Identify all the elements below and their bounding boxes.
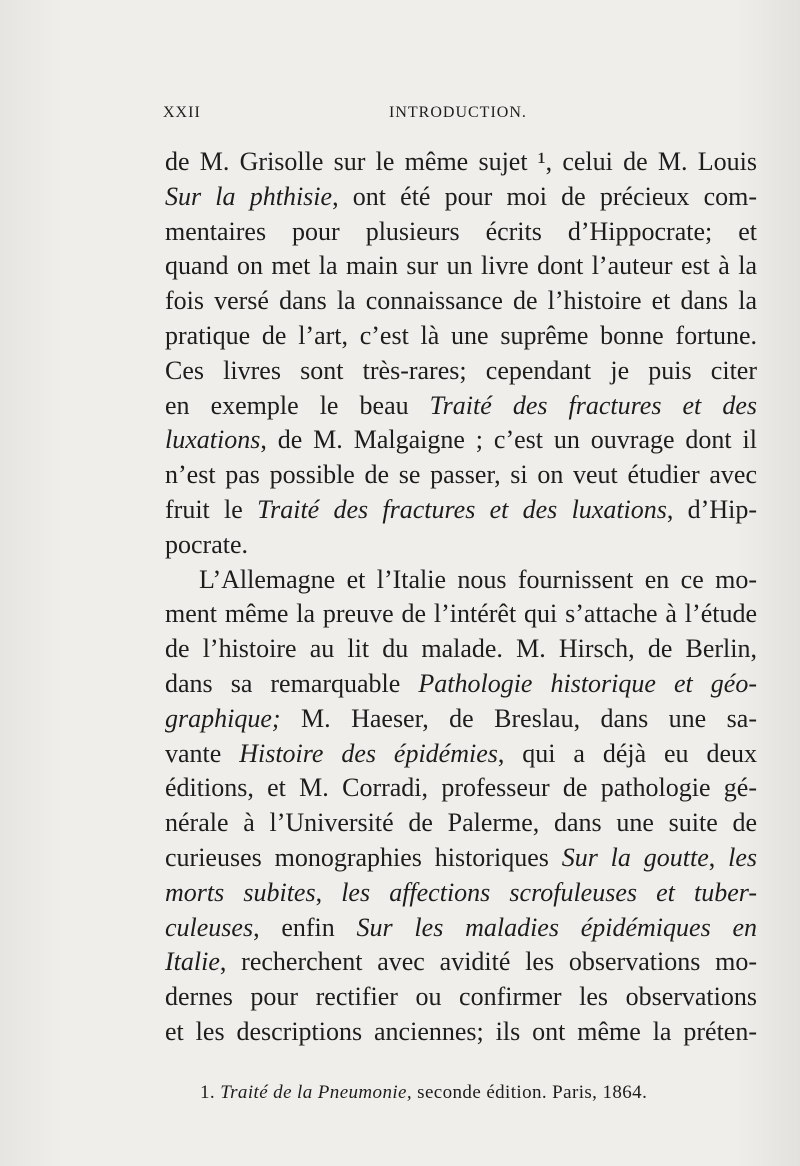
text-segment: dans sa remarquable <box>165 668 419 698</box>
italic-title: culeuses <box>165 912 254 942</box>
text-line <box>165 737 757 772</box>
text-segment: et les descriptions anciennes; ils ont même la préten- <box>165 1016 757 1046</box>
text-segment: mentaires pour plusieurs écrits d’Hippocrate; et <box>165 216 757 246</box>
text-line <box>165 702 757 737</box>
text-segment: n’est pas possible de se passer, si on veut étudier avec <box>165 460 757 490</box>
page-number: XXII <box>163 104 201 121</box>
text-line <box>165 145 757 180</box>
text-line <box>165 180 757 215</box>
text-line <box>165 423 757 458</box>
text-segment: , recherchent avec avidité les observations mo- <box>219 947 757 977</box>
italic-title: les <box>728 842 757 872</box>
text-line <box>165 458 757 493</box>
text-line <box>165 284 757 319</box>
italic-title: graphique; <box>165 703 281 733</box>
text-segment: en exemple le beau <box>165 390 430 420</box>
text-segment: , <box>708 842 729 872</box>
footnote-number: 1. <box>200 1082 216 1103</box>
italic-title: Sur les maladies épidémiques en <box>356 912 757 942</box>
body-text <box>165 145 757 1050</box>
text-segment: de l’histoire au lit du malade. M. Hirsch, de Berlin, <box>165 634 757 664</box>
text-line <box>165 980 757 1015</box>
italic-title: morts subites <box>165 877 316 907</box>
footnote <box>200 1082 760 1104</box>
text-line <box>165 249 757 284</box>
italic-title: Traité des fractures et des luxations <box>257 494 667 524</box>
italic-title: Sur la goutte <box>561 842 709 872</box>
text-line <box>165 841 757 876</box>
italic-title: Pathologie historique et géo- <box>418 668 757 698</box>
text-segment: pocrate. <box>165 529 249 559</box>
text-line <box>165 354 757 389</box>
text-line <box>165 911 757 946</box>
italic-title: Sur la phthisie <box>165 181 333 211</box>
text-segment: , enfin <box>253 912 357 942</box>
text-segment: , d’Hip- <box>666 494 757 524</box>
text-segment: L’Allemagne et l’Italie nous fournissent en ce mo- <box>199 564 757 594</box>
italic-title: Traité des fractures et des <box>429 390 757 420</box>
italic-title: Italie <box>165 947 220 977</box>
text-line <box>165 319 757 354</box>
text-segment: M. Haeser, de Breslau, dans une sa- <box>280 703 757 733</box>
running-head <box>163 104 753 126</box>
text-segment: Ces livres sont très-rares; cependant je puis citer <box>165 355 757 385</box>
text-segment: nérale à l’Université de Palerme, dans une suite de <box>165 808 757 838</box>
text-line <box>165 597 757 632</box>
text-segment: fois versé dans la connaissance de l’histoire et dans la <box>165 286 757 316</box>
text-segment: , ont été pour moi de précieux com- <box>332 181 757 211</box>
text-line <box>165 1015 757 1050</box>
text-line <box>165 528 757 563</box>
text-line <box>165 389 757 424</box>
italic-title: les affections scrofuleuses et tuber- <box>341 877 757 907</box>
text-segment: de M. Grisolle sur le même sujet ¹, celui de M. Louis <box>165 147 757 176</box>
text-segment: vante <box>165 738 240 768</box>
footnote-text: seconde édition. Paris, 1864. <box>417 1082 648 1103</box>
text-segment: , qui a déjà eu deux <box>497 738 757 768</box>
text-segment: fruit le <box>165 494 258 524</box>
text-segment: quand on met la main sur un livre dont l’auteur est à la <box>165 251 757 281</box>
text-line <box>165 806 757 841</box>
text-segment: éditions, et M. Corradi, professeur de pathologie gé- <box>165 773 757 803</box>
text-segment: pratique de l’art, c’est là une suprême bonne fortune. <box>165 320 757 350</box>
text-line <box>165 632 757 667</box>
paragraph-first-line <box>165 563 757 598</box>
italic-title: luxations <box>165 425 261 455</box>
italic-title: Histoire des épidémies <box>239 738 498 768</box>
text-line <box>165 667 757 702</box>
text-line <box>165 945 757 980</box>
text-segment: dernes pour rectifier ou confirmer les observations <box>165 982 757 1012</box>
text-segment: curieuses monographies historiques <box>165 842 562 872</box>
text-segment: ment même la preuve de l’intérêt qui s’attache à l’étude <box>165 599 757 629</box>
text-segment: , de M. Malgaigne ; c’est un ouvrage dont il <box>260 425 757 455</box>
running-title: INTRODUCTION. <box>389 104 527 121</box>
footnote-title: Traité de la Pneumonie, <box>220 1082 413 1103</box>
text-line <box>165 493 757 528</box>
text-line <box>165 771 757 806</box>
text-line <box>165 215 757 250</box>
text-line <box>165 876 757 911</box>
text-segment: , <box>315 877 342 907</box>
